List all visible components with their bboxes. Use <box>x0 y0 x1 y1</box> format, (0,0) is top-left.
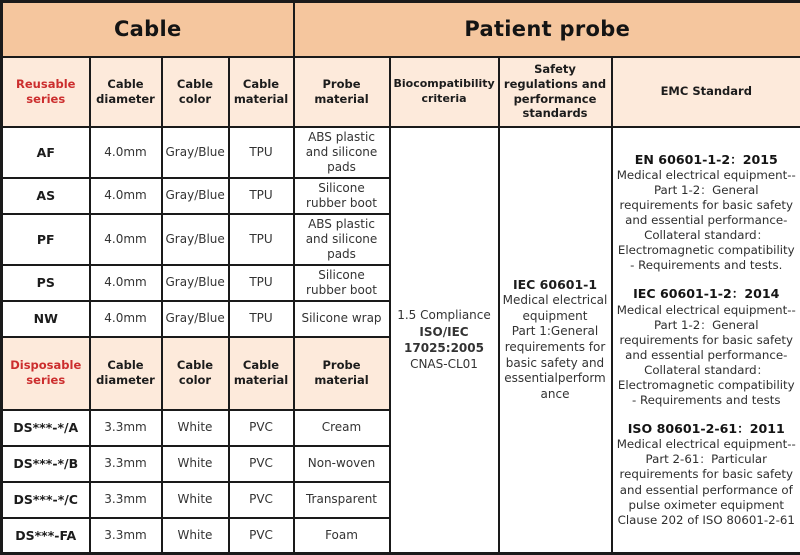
diameter-cell: 4.0mm <box>90 127 162 178</box>
emc-section-en60601 <box>616 152 798 274</box>
series-cell: PF <box>2 214 90 265</box>
safety-standard-line1: Medical electrical equipment <box>503 293 608 324</box>
diameter-cell: 4.0mm <box>90 178 162 214</box>
color-cell: Gray/Blue <box>162 301 229 337</box>
probe-material-cell: Foam <box>294 518 390 554</box>
color-cell: White <box>162 482 229 518</box>
diameter-cell: 4.0mm <box>90 301 162 337</box>
series-cell: DS***-*/B <box>2 446 90 482</box>
diameter-cell: 4.0mm <box>90 265 162 301</box>
material-cell: TPU <box>229 214 294 265</box>
probe-material-cell: Non-woven <box>294 446 390 482</box>
diameter-cell: 3.3mm <box>90 482 162 518</box>
safety-regulations-cell <box>499 127 612 554</box>
material-cell: TPU <box>229 265 294 301</box>
emc-section-iso80601 <box>616 421 798 528</box>
emc-standard-cell <box>612 127 800 554</box>
material-cell: TPU <box>229 178 294 214</box>
biocompat-standard-number-line: 17025:2005 <box>394 340 495 356</box>
material-cell: PVC <box>229 482 294 518</box>
emc-heading-iso80601: ISO 80601-2-61：2011 <box>616 421 798 437</box>
series-cell: AF <box>2 127 90 178</box>
color-cell: Gray/Blue <box>162 127 229 178</box>
probe-material-cell: Silicone rubber boot <box>294 265 390 301</box>
diameter-cell: 3.3mm <box>90 518 162 554</box>
series-cell: NW <box>2 301 90 337</box>
biocompatibility-header: Biocompatibility criteria <box>390 57 499 127</box>
emc-clause-line: Clause 202 of ISO 80601-2-61 <box>616 513 798 528</box>
probe-material-cell: ABS plastic and silicone pads <box>294 214 390 265</box>
emc-section-iec60601 <box>616 286 798 408</box>
group-header-row <box>2 2 800 57</box>
emc-body-en60601: Medical electrical equipment--Part 1-2：General requirements for basic safety and essential performance-Collateral standard：Electromagnetic compatibility - Requirements and tests. <box>616 168 798 274</box>
emc-heading-en60601: EN 60601-1-2：2015 <box>616 152 798 168</box>
cable-color-header: Cable color <box>162 337 229 410</box>
color-cell: White <box>162 518 229 554</box>
probe-material-cell: Transparent <box>294 482 390 518</box>
cable-color-header: Cable color <box>162 57 229 127</box>
safety-regulations-header: Safety regulations and performance standards <box>499 57 612 127</box>
safety-standard-line2: Part 1:General requirements for basic safety and essentialperformance <box>503 324 608 402</box>
emc-standard-header: EMC Standard <box>612 57 800 127</box>
emc-heading-iec60601: IEC 60601-1-2：2014 <box>616 286 798 302</box>
cable-diameter-header: Cable diameter <box>90 337 162 410</box>
cable-material-header: Cable material <box>229 57 294 127</box>
reusable-series-header: Reusable series <box>2 57 90 127</box>
diameter-cell: 3.3mm <box>90 410 162 446</box>
patient-probe-group-header: Patient probe <box>294 2 800 57</box>
material-cell: PVC <box>229 518 294 554</box>
safety-standard-heading: IEC 60601-1 <box>503 277 608 293</box>
diameter-cell: 3.3mm <box>90 446 162 482</box>
probe-material-cell: ABS plastic and silicone pads <box>294 127 390 178</box>
disposable-series-header: Disposable series <box>2 337 90 410</box>
biocompatibility-criteria-cell <box>390 127 499 554</box>
color-cell: Gray/Blue <box>162 214 229 265</box>
biocompat-iso-line: ISO/IEC <box>394 324 495 340</box>
emc-body-iec60601: Medical electrical equipment--Part 1-2：General requirements for basic safety and essential performance-Collateral standard：Electromagnetic compatibility - Requirements and tests <box>616 303 798 409</box>
color-cell: White <box>162 446 229 482</box>
cable-material-header: Cable material <box>229 337 294 410</box>
probe-material-cell: Silicone rubber boot <box>294 178 390 214</box>
probe-material-cell: Cream <box>294 410 390 446</box>
probe-material-header: Probe material <box>294 57 390 127</box>
series-cell: DS***-*/C <box>2 482 90 518</box>
probe-material-header: Probe material <box>294 337 390 410</box>
table-row-af <box>2 127 800 178</box>
material-cell: PVC <box>229 446 294 482</box>
series-cell: PS <box>2 265 90 301</box>
series-cell: AS <box>2 178 90 214</box>
biocompat-cnas-line: CNAS-CL01 <box>394 356 495 372</box>
color-cell: White <box>162 410 229 446</box>
cable-diameter-header: Cable diameter <box>90 57 162 127</box>
color-cell: Gray/Blue <box>162 178 229 214</box>
material-cell: PVC <box>229 410 294 446</box>
biocompat-compliance-line: 1.5 Compliance <box>394 307 495 323</box>
emc-body-iso80601: Medical electrical equipment--Part 2-61：Particular requirements for basic safety and essential performance of pulse oximeter equipment <box>616 437 798 512</box>
series-cell: DS***-*/A <box>2 410 90 446</box>
reusable-header-row <box>2 57 800 127</box>
cable-group-header: Cable <box>2 2 294 57</box>
diameter-cell: 4.0mm <box>90 214 162 265</box>
color-cell: Gray/Blue <box>162 265 229 301</box>
probe-material-cell: Silicone wrap <box>294 301 390 337</box>
material-cell: TPU <box>229 127 294 178</box>
series-cell: DS***-FA <box>2 518 90 554</box>
material-cell: TPU <box>229 301 294 337</box>
